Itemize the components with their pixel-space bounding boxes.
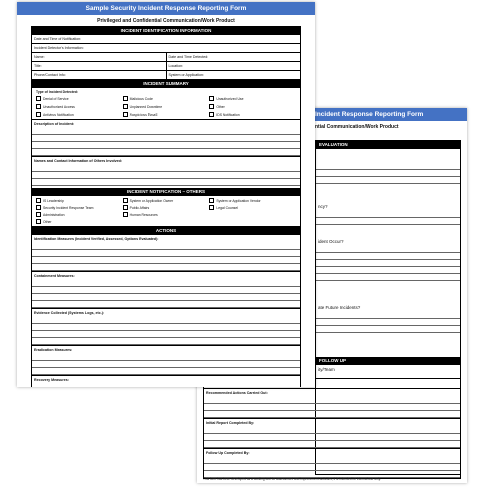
- checkbox-notify[interactable]: [36, 198, 123, 203]
- checkbox-icon: [209, 104, 214, 109]
- section-evaluation: EVALUATION: [316, 141, 460, 149]
- type-option: Unplanned Downtime: [129, 104, 163, 109]
- notify-empty: [209, 212, 296, 217]
- eradication-label: Eradication Measures:: [34, 348, 73, 352]
- back-followup-form: [203, 378, 461, 475]
- type-option: Other: [216, 104, 225, 109]
- system-app-label: System or Application:: [166, 71, 301, 79]
- date-notification-label: Date and Time of Notification:: [34, 37, 82, 41]
- row-title-location[interactable]: [32, 62, 300, 71]
- front-page: [17, 2, 315, 387]
- notify-option: Public Affairs: [129, 205, 150, 210]
- section-identification: INCIDENT IDENTIFICATION INFORMATION: [32, 27, 300, 35]
- type-option: Denial of Service: [43, 96, 69, 101]
- checkbox-notify[interactable]: [123, 205, 210, 210]
- checkbox-notify[interactable]: [36, 219, 123, 224]
- recommended-actions-label: Recommended Actions Carried Out:: [206, 391, 268, 395]
- back-page-subtitle: ntial Communication/Work Product: [315, 124, 399, 130]
- checkbox-icon: [123, 104, 128, 109]
- evaluation-lines-2: [316, 211, 460, 225]
- checkbox-notify[interactable]: [209, 198, 296, 203]
- back-footer: This form has been developed as a working tool for assessment and improvement activities; it is intended for internal use only.: [203, 477, 381, 481]
- names-contact-label: Names and Contact Information of Others Involved:: [34, 159, 123, 163]
- checkbox-type[interactable]: [209, 96, 296, 101]
- followup-completed-label: Follow Up Completed By:: [204, 448, 460, 457]
- type-option: Unauthorized Access: [43, 104, 75, 109]
- checkbox-type[interactable]: [36, 104, 123, 109]
- checkbox-icon: [209, 96, 214, 101]
- incident-type-grid: [36, 96, 296, 117]
- notification-checks: [32, 196, 300, 227]
- checkbox-notify[interactable]: [209, 205, 296, 210]
- front-page-subtitle: Privileged and Confidential Communication/Work Product: [97, 18, 235, 24]
- type-label: Type of Incident Detected:: [36, 90, 79, 94]
- front-form: [31, 26, 301, 387]
- question-frequency: ncy?: [318, 204, 328, 209]
- title-label: Title:: [34, 64, 42, 68]
- checkbox-icon: [36, 104, 41, 109]
- checkbox-icon: [123, 112, 128, 117]
- checkbox-notify[interactable]: [123, 212, 210, 217]
- checkbox-type[interactable]: [209, 104, 296, 109]
- checkbox-icon: [123, 212, 128, 217]
- description-label: Description of Incident:: [34, 122, 75, 126]
- date-detected-label: Date and Time Detected:: [166, 53, 301, 61]
- description-lines[interactable]: [32, 128, 300, 157]
- question-occur: ident Occur?: [318, 239, 344, 244]
- notify-option: Security Incident Response Team: [43, 205, 94, 210]
- evidence-label: Evidence Collected (Systems Logs, etc.):: [34, 311, 105, 315]
- checkbox-icon: [36, 96, 41, 101]
- notify-option: Legal Counsel: [216, 205, 239, 210]
- notify-option: IS Leadership: [43, 198, 64, 203]
- section-summary: INCIDENT SUMMARY: [32, 80, 300, 88]
- row-incident-detector[interactable]: [32, 44, 300, 53]
- notify-option: Human Resources: [129, 212, 158, 217]
- identification-measures-lines[interactable]: [32, 243, 300, 272]
- containment-label: Containment Measures:: [34, 274, 75, 278]
- checkbox-type[interactable]: [123, 104, 210, 109]
- checkbox-icon: [123, 198, 128, 203]
- location-label: Location:: [166, 62, 301, 70]
- evaluation-lines-3: [316, 246, 460, 281]
- recommended-actions-lines[interactable]: [204, 397, 460, 418]
- checkbox-icon: [209, 198, 214, 203]
- section-notification: INCIDENT NOTIFICATION – OTHERS: [32, 188, 300, 196]
- notify-option: Other: [43, 219, 52, 224]
- checkbox-type[interactable]: [123, 96, 210, 101]
- notify-option: System or Application Vendor: [216, 198, 261, 203]
- names-contact-lines[interactable]: [32, 165, 300, 186]
- type-option: Antivirus Notification: [43, 112, 74, 117]
- followup-completed-lines[interactable]: [204, 457, 460, 478]
- initial-report-label: Initial Report Completed By:: [204, 418, 460, 427]
- incident-detector-label: Incident Detector's Information:: [34, 46, 84, 50]
- evidence-lines[interactable]: [32, 317, 300, 346]
- checkbox-notify[interactable]: [36, 205, 123, 210]
- notify-option: Administration: [43, 212, 65, 217]
- type-option: IDS Notification: [216, 112, 240, 117]
- identification-measures-label: Identification Measures (Incident Verified, Assessed, Options Evaluated):: [34, 237, 159, 241]
- checkbox-type[interactable]: [209, 112, 296, 117]
- followup-team: ity/Team: [318, 367, 335, 372]
- checkbox-notify[interactable]: [36, 212, 123, 217]
- type-option: Unauthorized Use: [216, 96, 244, 101]
- checkbox-notify[interactable]: [123, 198, 210, 203]
- section-actions: ACTIONS: [32, 227, 300, 235]
- phone-label: Phone/Contact Info:: [34, 73, 66, 77]
- checkbox-icon: [36, 112, 41, 117]
- checkbox-icon: [36, 205, 41, 210]
- row-name-date[interactable]: [32, 53, 300, 62]
- checkbox-type[interactable]: [36, 96, 123, 101]
- evaluation-lines-4: [316, 312, 460, 333]
- checkbox-icon: [209, 205, 214, 210]
- incident-type-checks: [32, 88, 300, 120]
- checkbox-icon: [123, 96, 128, 101]
- name-label: Name:: [34, 55, 45, 59]
- notification-grid: [36, 198, 296, 224]
- question-future: ate Future Incidents?: [318, 305, 361, 310]
- checkbox-type[interactable]: [123, 112, 210, 117]
- row-date-notification[interactable]: [32, 35, 300, 44]
- checkbox-icon: [123, 205, 128, 210]
- checkbox-icon: [36, 198, 41, 203]
- section-followup: FOLLOW UP: [316, 357, 460, 365]
- checkbox-icon: [36, 219, 41, 224]
- row-phone-system[interactable]: [32, 71, 300, 80]
- recovery-label: Recovery Measures:: [34, 378, 69, 382]
- type-option: Malicious Code: [129, 96, 153, 101]
- containment-lines[interactable]: [32, 280, 300, 309]
- back-page-banner: Incident Response Reporting Form: [197, 108, 467, 121]
- checkbox-type[interactable]: [36, 112, 123, 117]
- checkbox-icon: [36, 212, 41, 217]
- recovery-lines[interactable]: [32, 384, 300, 387]
- type-option: Suspicious Email: [129, 112, 158, 117]
- evaluation-lines-1: [316, 163, 460, 184]
- notify-option: System or Application Owner: [129, 198, 174, 203]
- initial-report-lines[interactable]: [204, 427, 460, 448]
- checkbox-icon: [209, 112, 214, 117]
- front-page-banner: Sample Security Incident Response Reporting Form: [17, 2, 315, 15]
- eradication-lines[interactable]: [32, 354, 300, 376]
